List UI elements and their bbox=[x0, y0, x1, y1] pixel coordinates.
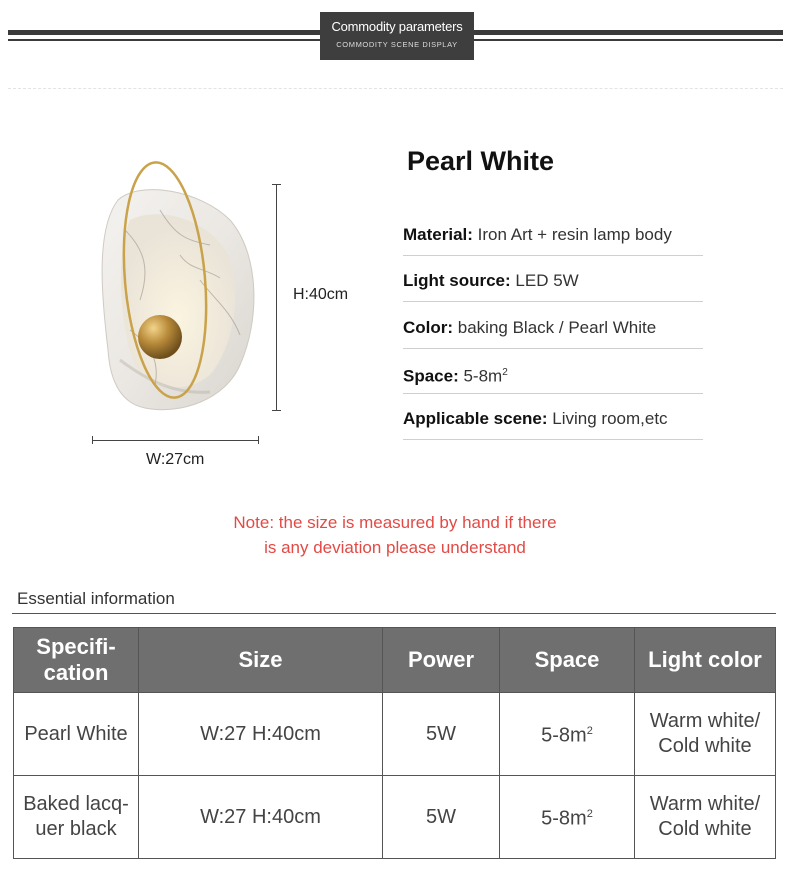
note-line-2: is any deviation please understand bbox=[264, 538, 526, 557]
width-dimension-line bbox=[92, 440, 259, 441]
spec-label: Space: bbox=[403, 366, 459, 386]
note-line-1: Note: the size is measured by hand if there bbox=[233, 513, 557, 532]
height-dimension-line bbox=[276, 184, 277, 410]
header-specification: Specifi- cation bbox=[14, 628, 139, 693]
spec-value: baking Black / Pearl White bbox=[453, 318, 657, 337]
section-title: Commodity parameters bbox=[331, 19, 463, 34]
spec-label: Applicable scene: bbox=[403, 409, 548, 428]
table-row bbox=[14, 776, 776, 859]
table-row bbox=[14, 693, 776, 776]
spec-label: Material: bbox=[403, 225, 473, 244]
cell-light-color: Warm white/ Cold white bbox=[635, 693, 776, 776]
header-power: Power bbox=[383, 628, 500, 693]
cell-specification: Pearl White bbox=[14, 693, 139, 776]
cell-light-color: Warm white/ Cold white bbox=[635, 776, 776, 859]
header-size: Size bbox=[139, 628, 383, 693]
lamp-product-image bbox=[90, 160, 270, 425]
width-dimension-tick-left bbox=[92, 436, 93, 444]
spec-value: Iron Art + resin lamp body bbox=[472, 225, 672, 244]
spec-material bbox=[403, 215, 703, 256]
cell-size: W:27 H:40cm bbox=[139, 693, 383, 776]
cell-space: $5-8m^2$ bbox=[500, 693, 635, 776]
section-header-badge bbox=[320, 12, 474, 60]
spec-table bbox=[13, 627, 776, 859]
cell-power: 5W bbox=[383, 776, 500, 859]
cell-power: 5W bbox=[383, 693, 500, 776]
cell-space: $5-8m^2$ bbox=[500, 776, 635, 859]
width-dimension-tick-right bbox=[258, 436, 259, 444]
header-light-color: Light color bbox=[635, 628, 776, 693]
essential-info-title: Essential information bbox=[17, 589, 175, 608]
cell-specification: Baked lacq- uer black bbox=[14, 776, 139, 859]
spec-light-source bbox=[403, 261, 703, 302]
spec-label: Light source: bbox=[403, 271, 511, 290]
spec-value: LED 5W bbox=[510, 271, 579, 290]
spec-value: Living room,etc bbox=[547, 409, 668, 428]
dotted-divider bbox=[8, 88, 783, 89]
height-dimension-tick-bottom bbox=[272, 410, 281, 411]
height-dimension-tick-top bbox=[272, 184, 281, 185]
essential-info-rule bbox=[12, 613, 776, 614]
product-title: Pearl White bbox=[407, 146, 555, 176]
header-space: Space bbox=[500, 628, 635, 693]
spec-label: Color: bbox=[403, 318, 454, 337]
spec-superscript: 2 bbox=[502, 367, 508, 378]
spec-value: 5-8m bbox=[458, 366, 503, 386]
spec-space bbox=[403, 353, 703, 394]
width-label: W:27cm bbox=[146, 451, 205, 468]
spec-applicable-scene bbox=[403, 399, 703, 440]
cell-size: W:27 H:40cm bbox=[139, 776, 383, 859]
table-header-row bbox=[14, 628, 776, 693]
spec-color bbox=[403, 308, 703, 349]
section-subtitle: COMMODITY SCENE DISPLAY bbox=[336, 40, 458, 49]
height-label: H:40cm bbox=[293, 286, 349, 303]
